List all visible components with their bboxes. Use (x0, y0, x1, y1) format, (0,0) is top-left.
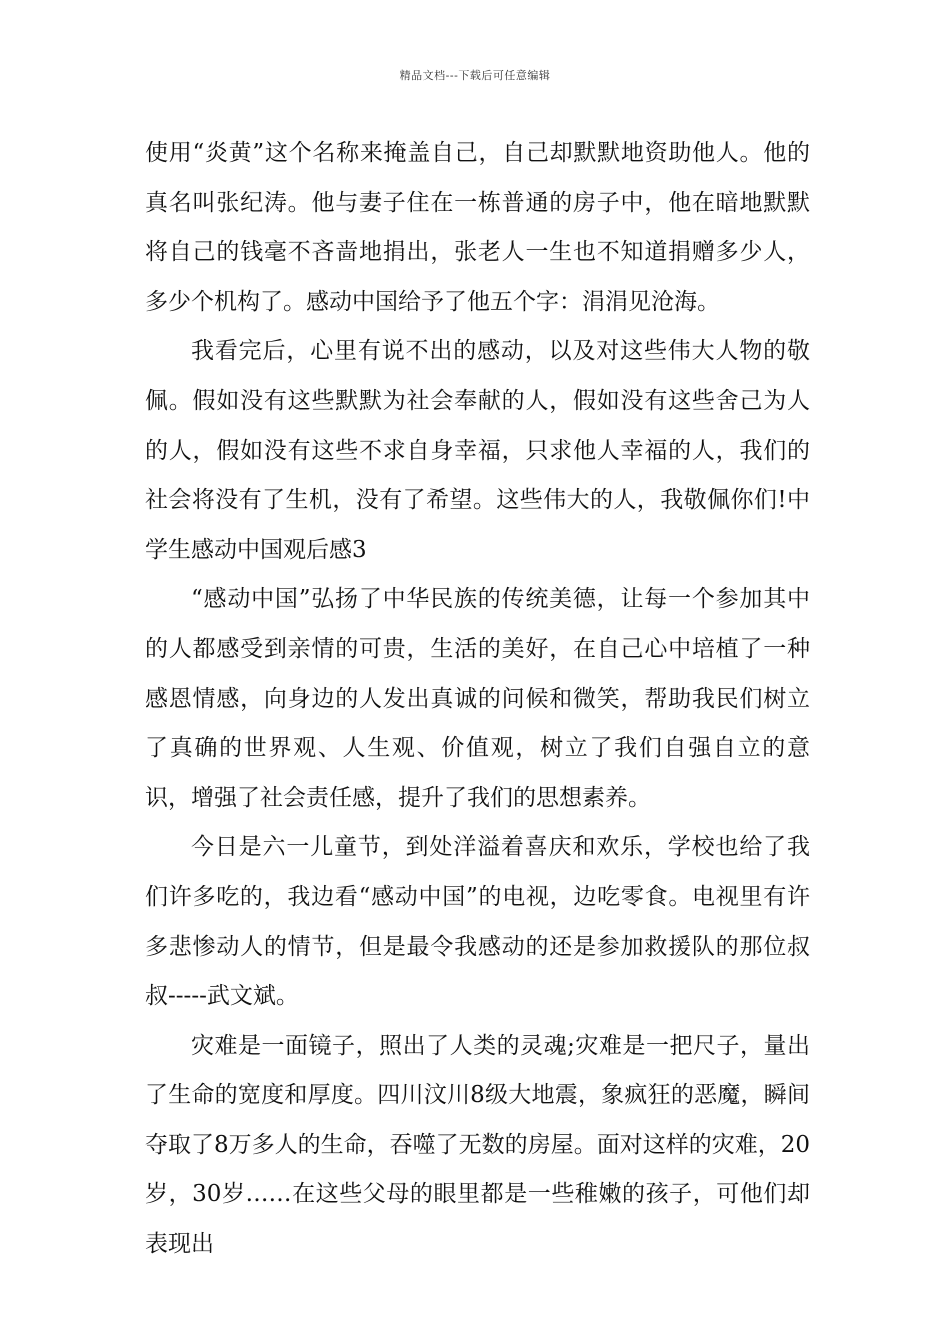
paragraph: 灾难是一面镜子，照出了人类的灵魂;灾难是一把尺子，量出了生命的宽度和厚度。四川汶川8级大地震，象疯狂的恶魔，瞬间夺取了8万多人的生命，吞噬了无数的房屋。面对这样的灾难，20岁，30岁……在这些父母的眼里都是一些稚嫩的孩子，可他们却表现出 (145, 1032, 810, 1258)
paragraph-continuation: 使用“炎黄”这个名称来掩盖自己，自己却默默地资助他人。他的真名叫张纪涛。他与妻子住在一栋普通的房子中，他在暗地默默将自己的钱毫不吝啬地捐出，张老人一生也不知道捐赠多少人，多少个机构了。感动中国给予了他五个字：涓涓见沧海。 (145, 140, 810, 315)
paragraph: 我看完后，心里有说不出的感动，以及对这些伟大人物的敬佩。假如没有这些默默为社会奉献的人，假如没有这些舍己为人的人，假如没有这些不求自身幸福，只求他人幸福的人，我们的社会将没有了生机，没有了希望。这些伟大的人，我敬佩你们!中学生感动中国观后感3 (145, 338, 810, 563)
paragraph: “感动中国”弘扬了中华民族的传统美德，让每一个参加其中的人都感受到亲情的可贵，生活的美好，在自己心中培植了一种感恩情感，向身边的人发出真诚的问候和微笑，帮助我民们树立了真确的世界观、人生观、价值观，树立了我们自强自立的意识，增强了社会责任感，提升了我们的思想素养。 (145, 586, 810, 811)
document-body (145, 129, 810, 1270)
page-header: 精品文档---下载后可任意编辑 (399, 69, 551, 82)
paragraph: 今日是六一儿童节，到处洋溢着喜庆和欢乐，学校也给了我们许多吃的，我边看“感动中国”的电视，边吃零食。电视里有许多悲惨动人的情节，但是最令我感动的还是参加救援队的那位叔叔-----武文斌。 (145, 834, 810, 1010)
